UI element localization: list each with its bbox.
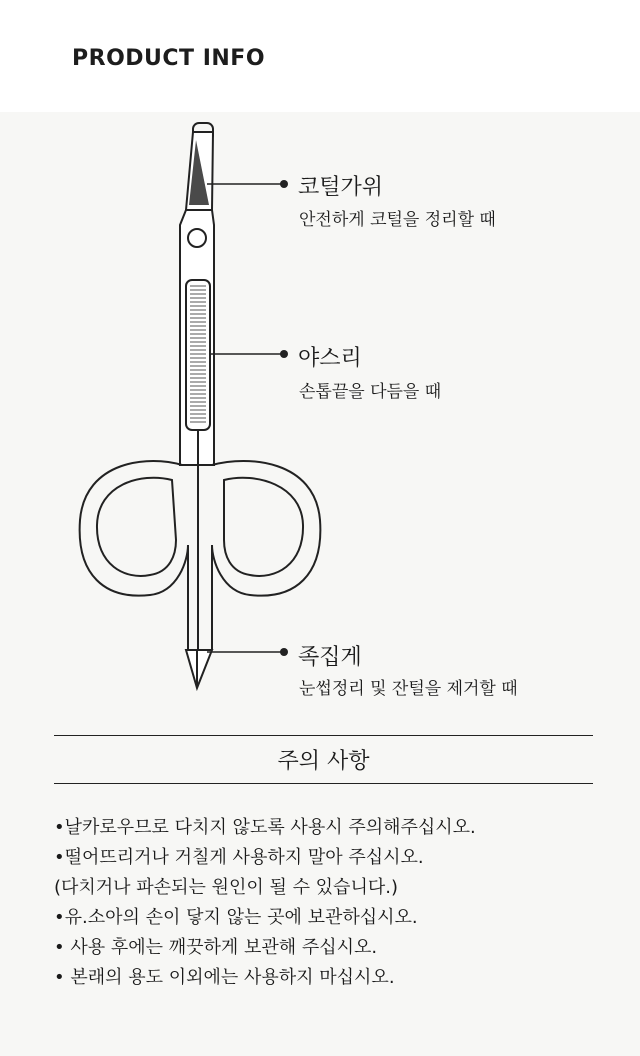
leader-lines bbox=[207, 180, 288, 656]
callout-file-desc: 손톱끝을 다듬을 때 bbox=[299, 382, 442, 402]
page-title: PRODUCT INFO bbox=[72, 46, 266, 71]
callout-file-name: 야스리 bbox=[298, 346, 362, 371]
scissors-diagram bbox=[0, 112, 640, 712]
callout-nose-scissors-name: 코털가위 bbox=[298, 175, 384, 200]
nail-file bbox=[186, 280, 210, 430]
right-handle bbox=[212, 461, 320, 650]
caution-note: • 본래의 용도 이외에는 사용하지 마십시오. bbox=[54, 967, 395, 988]
caution-title: 주의 사항 bbox=[277, 749, 370, 774]
caution-note: •날카로우므로 다치지 않도록 사용시 주의해주십시오. bbox=[54, 817, 476, 838]
caution-note: •떨어뜨리거나 거칠게 사용하지 말아 주십시오. bbox=[54, 847, 424, 868]
scissors-tip bbox=[186, 123, 213, 210]
pivot-screw bbox=[188, 229, 206, 247]
caution-note: (다치거나 파손되는 원인이 될 수 있습니다.) bbox=[54, 877, 398, 898]
caution-note: • 사용 후에는 깨끗하게 보관해 주십시오. bbox=[54, 937, 378, 958]
caution-notes bbox=[54, 813, 614, 993]
callout-nose-scissors-desc: 안전하게 코털을 정리할 때 bbox=[299, 210, 496, 230]
caution-top-rule bbox=[54, 735, 593, 736]
tweezers-tip bbox=[186, 650, 212, 688]
callout-tweezers-name: 족집게 bbox=[298, 645, 362, 670]
header bbox=[0, 0, 640, 112]
caution-note: •유.소아의 손이 닿지 않는 곳에 보관하십시오. bbox=[54, 907, 418, 928]
callout-tweezers-desc: 눈썹정리 및 잔털을 제거할 때 bbox=[299, 679, 518, 699]
caution-bottom-rule bbox=[54, 783, 593, 784]
